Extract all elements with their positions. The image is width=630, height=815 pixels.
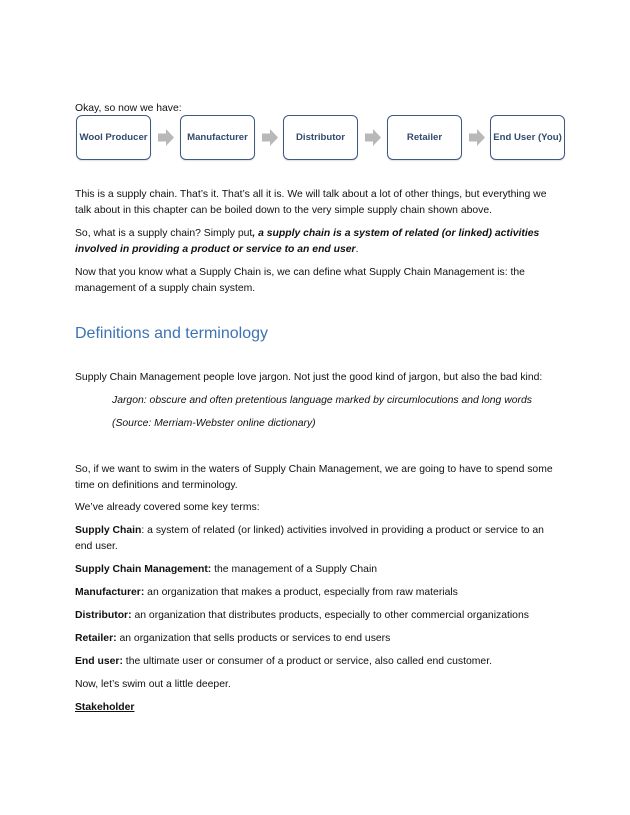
section-heading: Definitions and terminology xyxy=(75,325,268,342)
term-label: End user: xyxy=(75,656,123,667)
term-label: Retailer: xyxy=(75,633,117,644)
arrow-right-icon xyxy=(469,129,485,146)
paragraph-covered: We’ve already covered some key terms: xyxy=(75,502,260,513)
term-distributor xyxy=(75,608,555,624)
node-distributor: Distributor xyxy=(283,115,358,160)
term-definition: an organization that makes a product, especially from raw materials xyxy=(144,587,458,598)
paragraph-end: . xyxy=(355,244,359,255)
node-retailer: Retailer xyxy=(387,115,462,160)
paragraph-scm-definition: Now that you know what a Supply Chain is, we can define what Supply Chain Management is: the management of a supply chain system. xyxy=(75,267,525,294)
paragraph-lead: So, what is a supply chain? Simply put xyxy=(75,228,253,239)
paragraph-deeper: Now, let’s swim out a little deeper. xyxy=(75,679,231,690)
term-manufacturer xyxy=(75,585,555,601)
term-end-user xyxy=(75,654,555,670)
paragraph-jargon-intro: Supply Chain Management people love jargon. Not just the good kind of jargon, but also the bad kind: xyxy=(75,372,543,383)
term-supply-chain-management xyxy=(75,562,555,578)
node-manufacturer: Manufacturer xyxy=(180,115,255,160)
term-supply-chain xyxy=(75,523,555,555)
term-label: Supply Chain Management: xyxy=(75,564,212,575)
arrow-right-icon xyxy=(365,129,381,146)
term-definition: the ultimate user or consumer of a product or service, also called end customer. xyxy=(122,656,492,667)
term-retailer xyxy=(75,631,555,647)
supply-chain-diagram xyxy=(76,115,566,161)
node-end-user: End User (You) xyxy=(490,115,565,160)
node-wool-producer: Wool Producer xyxy=(76,115,151,160)
paragraph-swim: So, if we want to swim in the waters of Supply Chain Management, we are going to have to spend some time on definitions and terminology. xyxy=(75,464,553,491)
paragraph-emphasis: , a supply chain is a system of related (or linked) activities involved in providing a product or service to an end user xyxy=(75,228,540,255)
intro-text: Okay, so now we have: xyxy=(75,103,182,114)
term-label: Manufacturer: xyxy=(75,587,145,598)
arrow-right-icon xyxy=(158,129,174,146)
term-label: Supply Chain xyxy=(75,525,142,536)
subheading-stakeholder: Stakeholder xyxy=(75,702,135,713)
paragraph-supply-chain-definition xyxy=(75,226,555,258)
paragraph-supply-chain-intro: This is a supply chain. That’s it. That’s all it is. We will talk about a lot of other things, but everything we talk about in this chapter can be boiled down to the very simple supply chain shown above. xyxy=(75,189,547,216)
term-definition: the management of a Supply Chain xyxy=(211,564,378,575)
jargon-source: (Source: Merriam-Webster online dictionary) xyxy=(112,418,316,429)
term-definition: an organization that sells products or services to end users xyxy=(116,633,391,644)
arrow-right-icon xyxy=(262,129,278,146)
term-definition: : a system of related (or linked) activities involved in providing a product or service to an end user. xyxy=(75,525,544,552)
jargon-definition: Jargon: obscure and often pretentious language marked by circumlocutions and long words xyxy=(112,395,532,406)
term-definition: an organization that distributes products, especially to other commercial organizations xyxy=(131,610,529,621)
term-label: Distributor: xyxy=(75,610,132,621)
